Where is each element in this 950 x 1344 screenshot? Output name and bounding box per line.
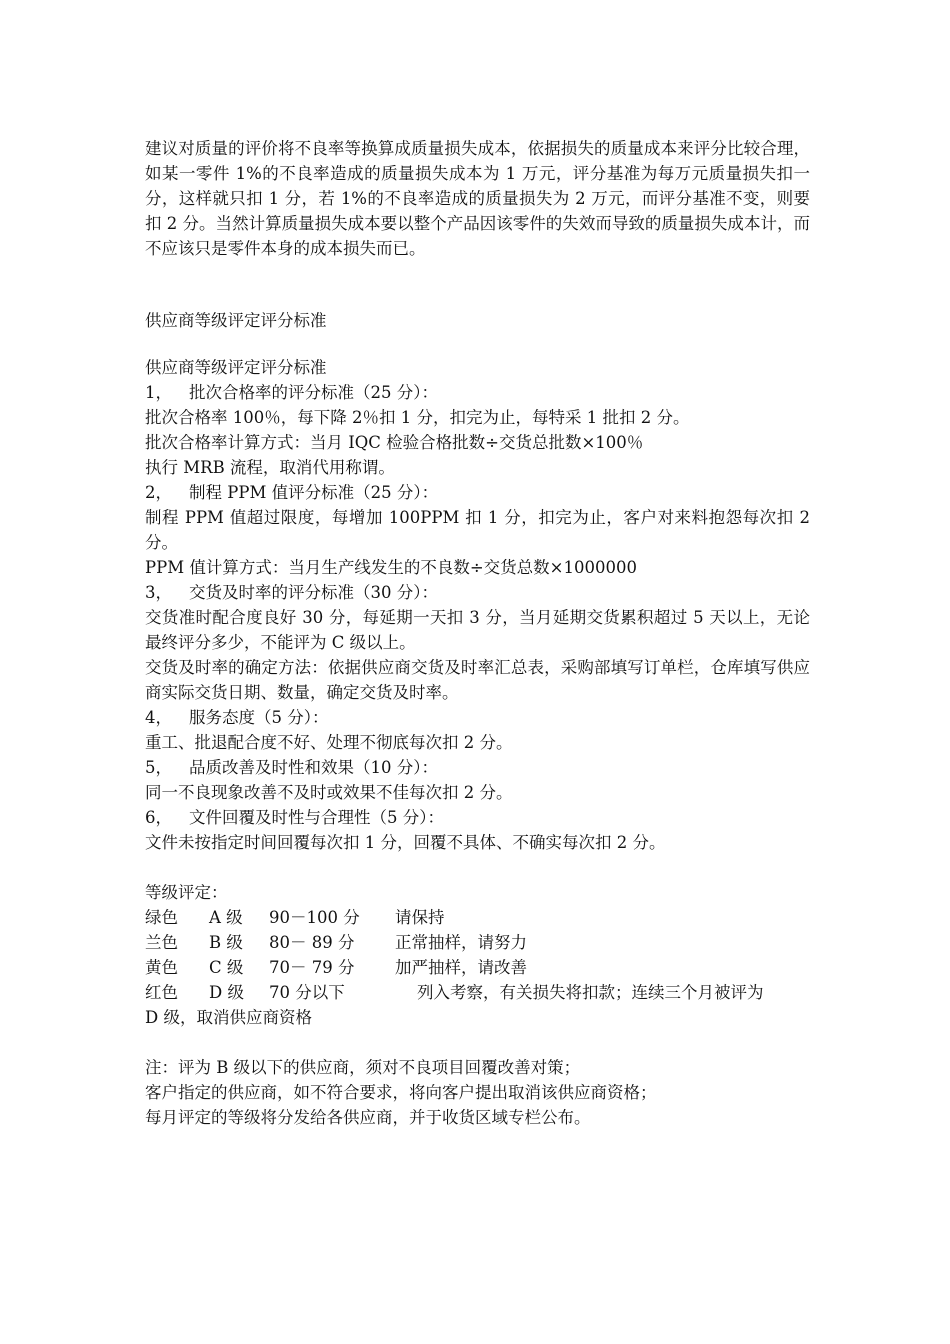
grade-level: C 级 bbox=[209, 958, 244, 977]
criterion-title-text: 服务态度（5 分）： bbox=[189, 708, 329, 727]
grade-range: 90－100 分 bbox=[269, 908, 360, 927]
criterion-detail: 批次合格率 100％，每下降 2％扣 1 分，扣完为止，每特采 1 批扣 2 分。 bbox=[145, 408, 690, 427]
grade-action: 列入考察，有关损失将扣款；连续三个月被评为 bbox=[417, 983, 764, 1002]
grade-action: 正常抽样，请努力 bbox=[395, 933, 527, 952]
grade-color: 黄色 bbox=[145, 958, 178, 977]
grade-level: D 级 bbox=[209, 983, 244, 1002]
section-heading: 供应商等级评定评分标准 bbox=[145, 311, 327, 330]
grade-color: 绿色 bbox=[145, 908, 178, 927]
grade-range: 80－ 89 分 bbox=[269, 933, 355, 952]
note-line: 客户指定的供应商，如不符合要求，将向客户提出取消该供应商资格； bbox=[145, 1083, 657, 1102]
grade-row bbox=[145, 980, 810, 1005]
criterion-title bbox=[145, 805, 810, 830]
grade-action: 请保持 bbox=[395, 908, 445, 927]
criterion-detail: 交货及时率的确定方法：依据供应商交货及时率汇总表，采购部填写订单栏，仓库填写供应商实际交货日期、数量，确定交货及时率。 bbox=[145, 658, 810, 702]
criterion-title bbox=[145, 380, 810, 405]
criterion-number: 4， bbox=[145, 708, 172, 727]
criterion-detail: 执行 MRB 流程，取消代用称谓。 bbox=[145, 458, 395, 477]
criterion-detail: 交货准时配合度良好 30 分，每延期一天扣 3 分，当月延期交货累积超过 5 天以上，无论最终评分多少，不能评为 C 级以上。 bbox=[145, 608, 810, 652]
criterion-title bbox=[145, 755, 810, 780]
criterion-title bbox=[145, 480, 810, 505]
criterion-number: 3， bbox=[145, 583, 172, 602]
intro-paragraph: 建议对质量的评价将不良率等换算成质量损失成本，依据损失的质量成本来评分比较合理，如某一零件 1%的不良率造成的质量损失成本为 1 万元，评分基准为每万元质量损失扣一分，这样就只扣 1 分，若 1%的不良率造成的质量损失为 2 万元，而评分基准不变，则要扣 2 分。当然计算质量损失成本要以整个产品因该零件的失效而导致的质量损失成本计，而不应该只是零件本身的成本损失而已。 bbox=[145, 139, 810, 258]
criterion-number: 1， bbox=[145, 383, 172, 402]
grade-color: 红色 bbox=[145, 983, 178, 1002]
note-line: 注：评为 B 级以下的供应商，须对不良项目回覆改善对策； bbox=[145, 1058, 581, 1077]
criterion-detail: 制程 PPM 值超过限度，每增加 100PPM 扣 1 分，扣完为止，客户对来料抱怨每次扣 2 分。 bbox=[145, 508, 810, 552]
section-subheading: 供应商等级评定评分标准 bbox=[145, 358, 327, 377]
grade-row-continuation: D 级，取消供应商资格 bbox=[145, 1008, 312, 1027]
criterion-number: 2， bbox=[145, 483, 172, 502]
criterion-detail: 批次合格率计算方式：当月 IQC 检验合格批数÷交货总批数×100％ bbox=[145, 433, 644, 452]
grade-action: 加严抽样，请改善 bbox=[395, 958, 527, 977]
note-line: 每月评定的等级将分发给各供应商，并于收货区域专栏公布。 bbox=[145, 1108, 591, 1127]
criterion-title-text: 批次合格率的评分标准（25 分）： bbox=[189, 383, 438, 402]
grade-row bbox=[145, 905, 810, 930]
grade-range: 70 分以下 bbox=[269, 983, 345, 1002]
grade-color: 兰色 bbox=[145, 933, 178, 952]
grade-row bbox=[145, 955, 810, 980]
grading-heading: 等级评定： bbox=[145, 883, 228, 902]
criterion-number: 5， bbox=[145, 758, 172, 777]
criterion-number: 6， bbox=[145, 808, 172, 827]
grade-level: B 级 bbox=[209, 933, 243, 952]
criterion-title-text: 文件回覆及时性与合理性（5 分）： bbox=[189, 808, 444, 827]
criterion-detail: 文件未按指定时间回覆每次扣 1 分，回覆不具体、不确实每次扣 2 分。 bbox=[145, 833, 666, 852]
criterion-title-text: 制程 PPM 值评分标准（25 分）： bbox=[189, 483, 439, 502]
criterion-detail: PPM 值计算方式：当月生产线发生的不良数÷交货总数×1000000 bbox=[145, 558, 637, 577]
grade-row bbox=[145, 930, 810, 955]
criterion-title bbox=[145, 705, 810, 730]
criterion-title bbox=[145, 580, 810, 605]
criterion-title-text: 品质改善及时性和效果（10 分）： bbox=[189, 758, 438, 777]
criterion-title-text: 交货及时率的评分标准（30 分）： bbox=[189, 583, 438, 602]
grade-range: 70－ 79 分 bbox=[269, 958, 355, 977]
document-page bbox=[145, 136, 810, 1130]
criterion-detail: 同一不良现象改善不及时或效果不佳每次扣 2 分。 bbox=[145, 783, 513, 802]
criterion-detail: 重工、批退配合度不好、处理不彻底每次扣 2 分。 bbox=[145, 733, 513, 752]
grade-level: A 级 bbox=[209, 908, 243, 927]
